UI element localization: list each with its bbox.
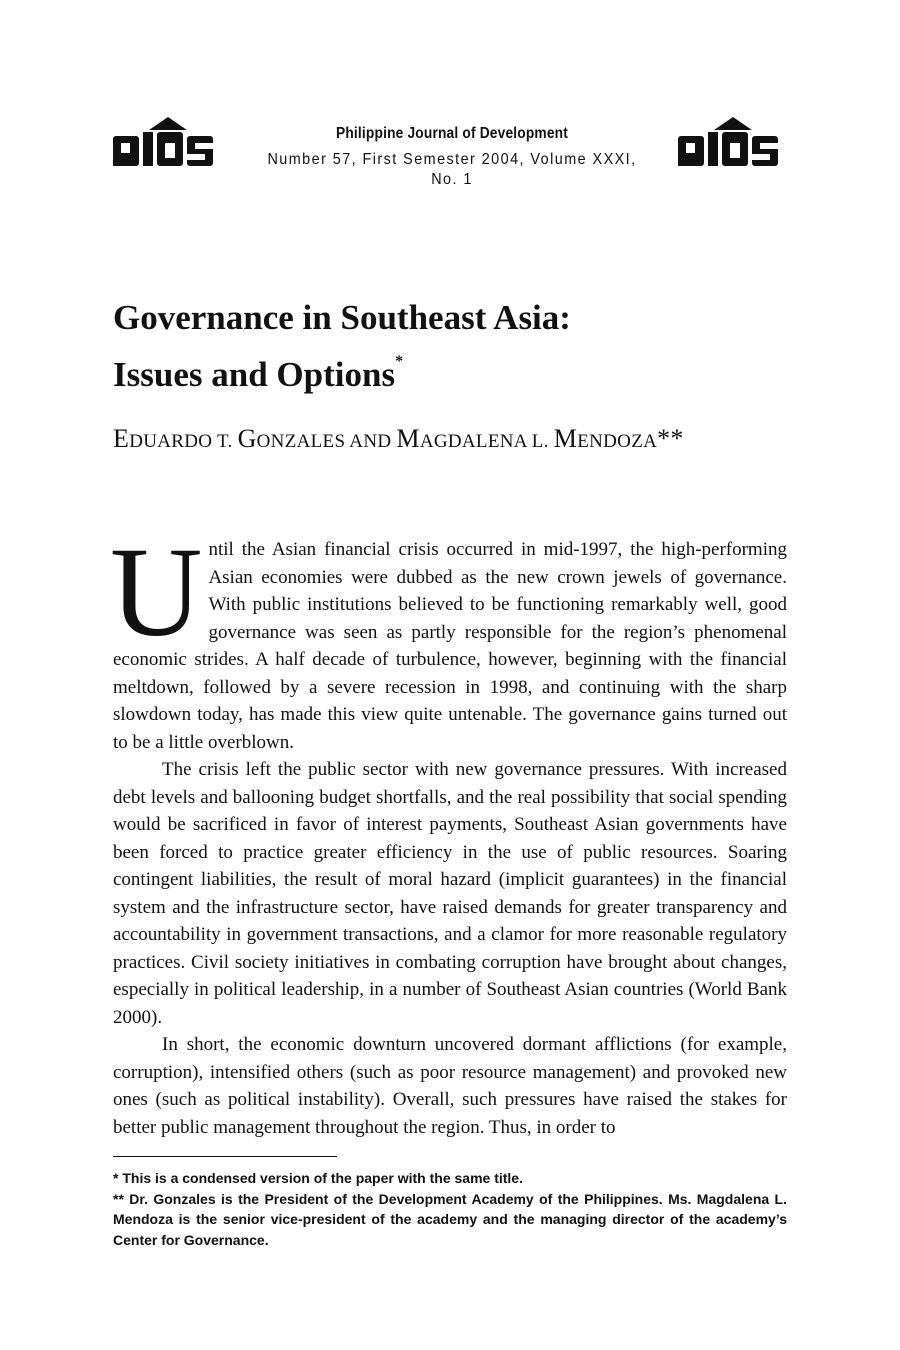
article-title: [113, 296, 571, 397]
journal-name: Philippine Journal of Development: [336, 125, 568, 142]
article-body: [110, 521, 787, 1141]
pids-logo-left: [113, 116, 223, 168]
pids-logo-mark: [678, 116, 788, 168]
paragraph-1: [110, 521, 787, 756]
journal-issue-line: Number 57, First Semester 2004, Volume XXXI, No. 1: [267, 151, 637, 188]
footnote-divider: [113, 1156, 337, 1157]
author1-first: DUARDO T.: [129, 431, 238, 452]
author-footnote-mark: **: [657, 424, 684, 453]
title-footnote-mark: *: [395, 353, 404, 370]
footnote-1: * This is a condensed version of the paper with the same title.: [113, 1170, 523, 1186]
author2-surname-initial: M: [553, 424, 578, 453]
paragraph-1-text: ntil the Asian financial crisis occurred in mid-1997, the high-performing Asian economies were dubbed as the new crown jewels of governance. With public institutions believed to be functioning remarkably well, good governance was seen as partly responsible for the region’s phenomenal economic strides. A half decade of turbulence, however, beginning with the financial meltdown, followed by a severe recession in 1998, and continuing with the sharp slowdown today, has made this view quite untenable. The governance gains turned out to be a little overblown.: [113, 539, 787, 753]
author2-initial: M: [396, 424, 420, 453]
author1-surname-initial: G: [237, 424, 257, 453]
pids-logo-mark: [113, 116, 223, 168]
title-line-2: Issues and Options: [113, 355, 396, 394]
title-line-1: Governance in Southeast Asia:: [113, 298, 571, 337]
author1-surname: ONZALES AND: [256, 431, 397, 452]
pids-logo-right: [678, 116, 788, 168]
footnotes: [113, 1168, 787, 1250]
drop-cap: U: [110, 521, 203, 663]
journal-header: [232, 124, 672, 190]
author1-initial: E: [113, 424, 130, 453]
footnote-2: ** Dr. Gonzales is the President of the Development Academy of the Philippines. Ms. Magdalena L. Mendoza is the senior vice-president of the academy and the managing director of the academy’s Center for Governance.: [113, 1190, 787, 1248]
authors-line: [113, 424, 684, 457]
author2-surname: ENDOZA: [577, 431, 658, 452]
paragraph-3: In short, the economic downturn uncovered dormant afflictions (for example, corruption), intensified others (such as poor resource management) and provoked new ones (such as political instability). Overall, such pressures have raised the stakes for better public management throughout the region. Thus, in order to: [113, 1034, 787, 1138]
author2-first: AGDALENA L.: [419, 431, 554, 452]
paragraph-2: The crisis left the public sector with new governance pressures. With increased debt levels and ballooning budget shortfalls, and the real possibility that social spending would be sacrificed in favor of interest payments, Southeast Asian governments have been forced to practice greater efficiency in the use of public resources. Soaring contingent liabilities, the result of moral hazard (implicit guarantees) in the financial system and the infrastructure sector, have raised demands for greater transparency and accountability in government transactions, and a clamor for more reasonable regulatory practices. Civil society initiatives in combating corruption have brought about changes, especially in political leadership, in a number of Southeast Asian countries (World Bank 2000).: [113, 759, 787, 1028]
